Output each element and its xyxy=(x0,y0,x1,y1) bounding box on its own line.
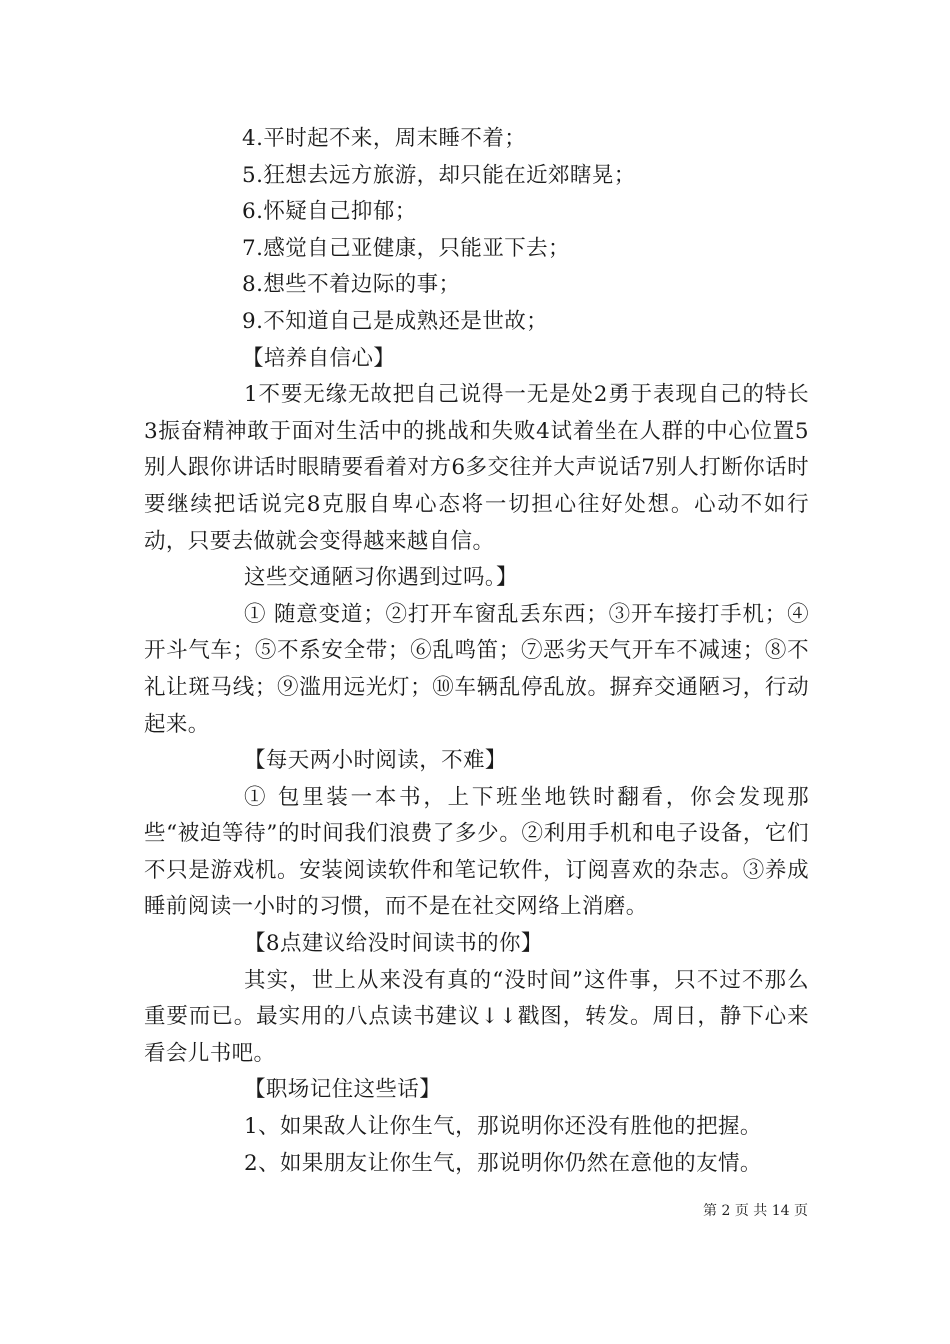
list-item: 9.不知道自己是成熟还是世故； xyxy=(242,308,549,334)
paragraph-traffic: ① 随意变道；②打开车窗乱丢东西；③开车接打手机；④开斗气车；⑤不系安全带；⑥乱鸣笛；⑦恶劣天气开车不减速；⑧不礼让斑马线；⑨滥用远光灯；⑩车辆乱停乱放。摒弃交通陋习，行动起来。 xyxy=(144,601,809,737)
list-item: 1、如果敌人让你生气，那说明你还没有胜他的把握。 xyxy=(244,1114,762,1140)
document-body xyxy=(144,121,809,1182)
paragraph-advice: 其实，世上从来没有真的“没时间”这件事，只不过不那么重要而已。最实用的八点读书建议↓↓戳图，转发。周日，静下心来看会儿书吧。 xyxy=(144,967,809,1066)
page-number: 第 2 页 共 14 页 xyxy=(703,1203,808,1219)
section-heading-advice: 【8点建议给没时间读书的你】 xyxy=(244,931,543,957)
list-item: 4.平时起不来，周末睡不着； xyxy=(242,126,527,151)
list-item: 8.想些不着边际的事； xyxy=(242,272,461,298)
section-heading-traffic: 这些交通陋习你遇到过吗。】 xyxy=(244,565,518,591)
paragraph-reading: ① 包里装一本书，上下班坐地铁时翻看，你会发现那些“被迫等待”的时间我们浪费了多少。②利用手机和电子设备，它们不只是游戏机。安装阅读软件和笔记软件，订阅喜欢的杂志。③养成睡前阅读一小时的习惯，而不是在社交网络上消磨。 xyxy=(144,784,809,920)
paragraph-confidence: 1不要无缘无故把自己说得一无是处2勇于表现自己的特长3振奋精神敢于面对生活中的挑战和失败4试着坐在人群的中心位置5别人跟你讲话时眼睛要看着对方6多交往并大声说话7别人打断你话时要继续把话说完8克服自卑心态将一切担心往好处想。心动不如行动，只要去做就会变得越来越自信。 xyxy=(144,382,809,554)
section-heading-confidence: 【培养自信心】 xyxy=(242,345,396,371)
list-item: 7.感觉自己亚健康，只能亚下去； xyxy=(242,235,570,261)
list-item: 2、如果朋友让你生气，那说明你仍然在意他的友情。 xyxy=(244,1150,762,1176)
list-item: 5.狂想去远方旅游，却只能在近郊瞎晃； xyxy=(242,162,636,188)
section-heading-workplace: 【职场记住这些话】 xyxy=(244,1077,442,1103)
section-heading-reading: 【每天两小时阅读，不难】 xyxy=(244,748,507,774)
list-item: 6.怀疑自己抑郁； xyxy=(242,199,417,225)
